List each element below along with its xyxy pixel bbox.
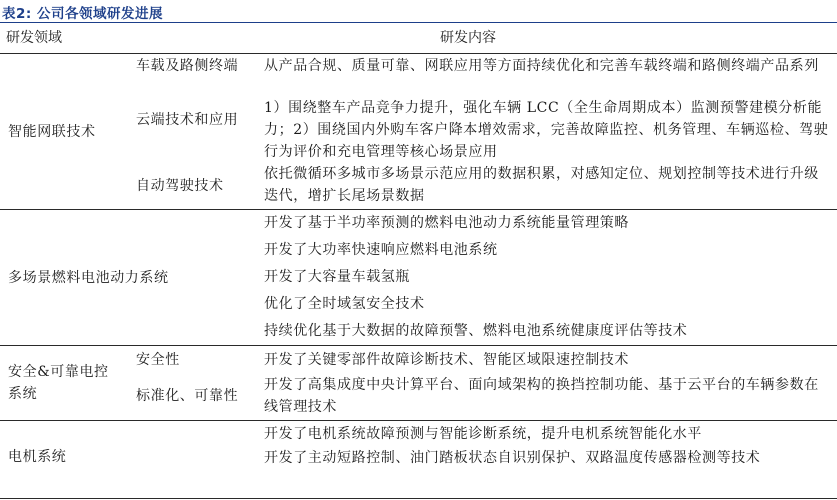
- bottom-rule: [0, 498, 837, 499]
- content-cell: 开发了电机系统故障预测与智能诊断系统，提升电机系统智能化水平: [264, 426, 702, 442]
- content-cell: 优化了全时域氢安全技术: [264, 296, 425, 312]
- content-cell: 开发了主动短路控制、油门踏板状态自识别保护、双路温度传感器检测等技术: [264, 450, 761, 466]
- content-cell: 1）围绕整车产品竞争力提升，强化车辆 LCC（全生命周期成本）监测预警建模分析能力；2）围绕国内外购车客户降本增效需求，完善故障监控、机务管理、车辆巡检、驾驶行为评价和充电管理等核心场景应用: [264, 100, 829, 160]
- content-cell: 开发了大功率快速响应燃料电池系统: [264, 242, 498, 258]
- content-cell: 开发了高集成度中央计算平台、面向域架构的换挡控制功能、基于云平台的车辆参数在线管理技术: [264, 377, 819, 415]
- caption-rule: [0, 22, 837, 23]
- field-cell: 智能网联技术: [8, 124, 96, 140]
- header-rule: [0, 53, 837, 54]
- field-cell: 多场景燃料电池动力系统: [8, 270, 169, 286]
- content-cell: 开发了基于半功率预测的燃料电池动力系统能量管理策略: [264, 215, 629, 231]
- subfield-cell: 自动驾驶技术: [136, 178, 224, 194]
- field-cell: 安全&可靠电控系统: [8, 364, 109, 402]
- section-rule: [0, 345, 837, 346]
- subfield-cell: 安全性: [136, 352, 180, 368]
- subfield-cell: 云端技术和应用: [136, 112, 239, 128]
- column-header-content: 研发内容: [440, 30, 496, 46]
- content-cell: 开发了大容量车载氢瓶: [264, 269, 410, 285]
- section-rule: [0, 420, 837, 421]
- content-cell: 开发了关键零部件故障诊断技术、智能区域限速控制技术: [264, 352, 629, 368]
- field-cell: 电机系统: [8, 449, 67, 465]
- content-cell: 持续优化基于大数据的故障预警、燃料电池系统健康度评估等技术: [264, 323, 688, 339]
- content-cell: 依托微循环多城市多场景示范应用的数据积累，对感知定位、规划控制等技术进行升级迭代，增扩长尾场景数据: [264, 166, 819, 204]
- section-rule: [0, 209, 837, 210]
- content-cell: 从产品合规、质量可靠、网联应用等方面持续优化和完善车载终端和路侧终端产品系列: [264, 58, 819, 74]
- table-caption: 表2: 公司各领域研发进展: [2, 6, 163, 22]
- subfield-cell: 车载及路侧终端: [136, 58, 239, 74]
- subfield-cell: 标准化、可靠性: [136, 388, 239, 404]
- column-header-field: 研发领域: [6, 30, 62, 46]
